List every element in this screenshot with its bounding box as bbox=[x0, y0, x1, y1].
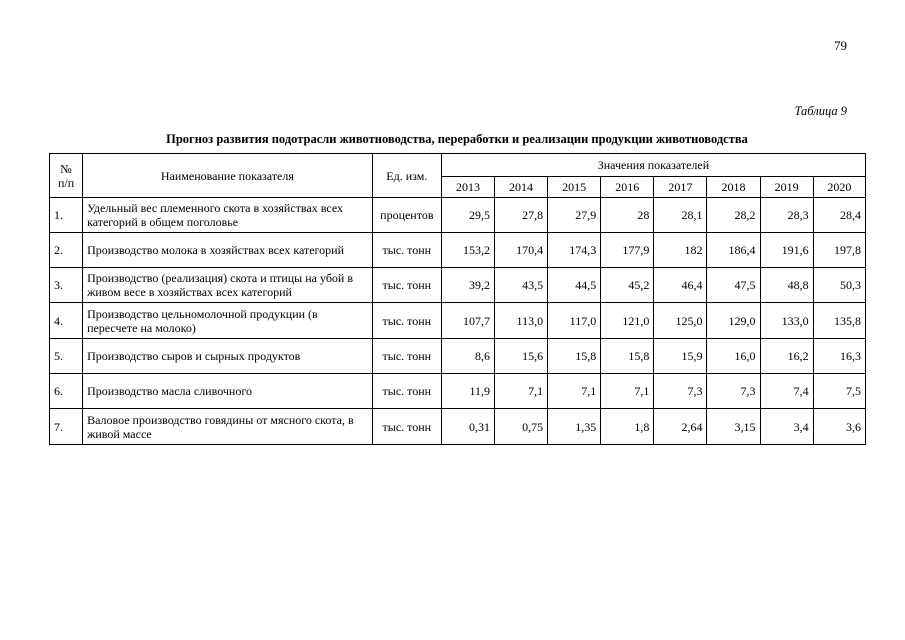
indicator-name: Удельный вес племенного скота в хозяйствах всех категорий в общем поголовье bbox=[83, 198, 373, 233]
value-cell: 1,35 bbox=[548, 409, 601, 445]
value-cell: 15,9 bbox=[654, 339, 707, 374]
header-year: 2018 bbox=[707, 177, 760, 198]
value-cell: 7,1 bbox=[495, 374, 548, 409]
table-row bbox=[50, 268, 866, 303]
value-cell: 133,0 bbox=[760, 303, 813, 339]
value-cell: 7,3 bbox=[707, 374, 760, 409]
value-cell: 11,9 bbox=[441, 374, 494, 409]
value-cell: 8,6 bbox=[441, 339, 494, 374]
value-cell: 117,0 bbox=[548, 303, 601, 339]
unit-cell: процентов bbox=[372, 198, 441, 233]
indicator-name: Производство сыров и сырных продуктов bbox=[83, 339, 373, 374]
value-cell: 170,4 bbox=[495, 233, 548, 268]
value-cell: 7,1 bbox=[601, 374, 654, 409]
value-cell: 43,5 bbox=[495, 268, 548, 303]
table-row bbox=[50, 233, 866, 268]
header-name: Наименование показателя bbox=[83, 154, 373, 198]
value-cell: 50,3 bbox=[813, 268, 865, 303]
unit-cell: тыс. тонн bbox=[372, 233, 441, 268]
value-cell: 48,8 bbox=[760, 268, 813, 303]
value-cell: 27,8 bbox=[495, 198, 548, 233]
value-cell: 15,8 bbox=[601, 339, 654, 374]
value-cell: 0,31 bbox=[441, 409, 494, 445]
value-cell: 182 bbox=[654, 233, 707, 268]
header-number: № п/п bbox=[50, 154, 83, 198]
value-cell: 28,4 bbox=[813, 198, 865, 233]
value-cell: 174,3 bbox=[548, 233, 601, 268]
unit-cell: тыс. тонн bbox=[372, 409, 441, 445]
table-row bbox=[50, 374, 866, 409]
value-cell: 3,4 bbox=[760, 409, 813, 445]
value-cell: 2,64 bbox=[654, 409, 707, 445]
value-cell: 3,6 bbox=[813, 409, 865, 445]
value-cell: 28,3 bbox=[760, 198, 813, 233]
value-cell: 16,0 bbox=[707, 339, 760, 374]
unit-cell: тыс. тонн bbox=[372, 374, 441, 409]
value-cell: 46,4 bbox=[654, 268, 707, 303]
value-cell: 15,8 bbox=[548, 339, 601, 374]
value-cell: 29,5 bbox=[441, 198, 494, 233]
value-cell: 197,8 bbox=[813, 233, 865, 268]
value-cell: 44,5 bbox=[548, 268, 601, 303]
value-cell: 153,2 bbox=[441, 233, 494, 268]
header-year: 2013 bbox=[441, 177, 494, 198]
value-cell: 28,2 bbox=[707, 198, 760, 233]
header-values-group: Значения показателей bbox=[441, 154, 865, 177]
forecast-table bbox=[49, 153, 866, 445]
indicator-name: Производство цельномолочной продукции (в пересчете на молоко) bbox=[83, 303, 373, 339]
header-year: 2017 bbox=[654, 177, 707, 198]
value-cell: 125,0 bbox=[654, 303, 707, 339]
value-cell: 28 bbox=[601, 198, 654, 233]
value-cell: 45,2 bbox=[601, 268, 654, 303]
value-cell: 121,0 bbox=[601, 303, 654, 339]
table-row bbox=[50, 303, 866, 339]
header-year: 2016 bbox=[601, 177, 654, 198]
indicator-name: Валовое производство говядины от мясного скота, в живой массе bbox=[83, 409, 373, 445]
value-cell: 107,7 bbox=[441, 303, 494, 339]
row-number: 6. bbox=[50, 374, 83, 409]
row-number: 5. bbox=[50, 339, 83, 374]
row-number: 3. bbox=[50, 268, 83, 303]
value-cell: 15,6 bbox=[495, 339, 548, 374]
header-year: 2020 bbox=[813, 177, 865, 198]
header-year: 2015 bbox=[548, 177, 601, 198]
value-cell: 7,1 bbox=[548, 374, 601, 409]
value-cell: 39,2 bbox=[441, 268, 494, 303]
value-cell: 135,8 bbox=[813, 303, 865, 339]
row-number: 7. bbox=[50, 409, 83, 445]
value-cell: 0,75 bbox=[495, 409, 548, 445]
row-number: 2. bbox=[50, 233, 83, 268]
value-cell: 113,0 bbox=[495, 303, 548, 339]
header-year: 2019 bbox=[760, 177, 813, 198]
row-number: 4. bbox=[50, 303, 83, 339]
value-cell: 129,0 bbox=[707, 303, 760, 339]
table-caption: Таблица 9 bbox=[794, 104, 847, 118]
value-cell: 16,3 bbox=[813, 339, 865, 374]
value-cell: 16,2 bbox=[760, 339, 813, 374]
header-unit: Ед. изм. bbox=[372, 154, 441, 198]
value-cell: 7,3 bbox=[654, 374, 707, 409]
value-cell: 177,9 bbox=[601, 233, 654, 268]
table-row bbox=[50, 198, 866, 233]
value-cell: 186,4 bbox=[707, 233, 760, 268]
indicator-name: Производство масла сливочного bbox=[83, 374, 373, 409]
unit-cell: тыс. тонн bbox=[372, 268, 441, 303]
indicator-name: Производство молока в хозяйствах всех категорий bbox=[83, 233, 373, 268]
value-cell: 191,6 bbox=[760, 233, 813, 268]
table-title: Прогноз развития подотрасли животноводства, переработки и реализации продукции животноводства bbox=[166, 132, 748, 146]
value-cell: 7,5 bbox=[813, 374, 865, 409]
table-row bbox=[50, 339, 866, 374]
unit-cell: тыс. тонн bbox=[372, 339, 441, 374]
page-number: 79 bbox=[834, 38, 847, 53]
value-cell: 1,8 bbox=[601, 409, 654, 445]
value-cell: 7,4 bbox=[760, 374, 813, 409]
unit-cell: тыс. тонн bbox=[372, 303, 441, 339]
value-cell: 27,9 bbox=[548, 198, 601, 233]
value-cell: 28,1 bbox=[654, 198, 707, 233]
table-row bbox=[50, 409, 866, 445]
value-cell: 3,15 bbox=[707, 409, 760, 445]
header-year: 2014 bbox=[495, 177, 548, 198]
value-cell: 47,5 bbox=[707, 268, 760, 303]
row-number: 1. bbox=[50, 198, 83, 233]
indicator-name: Производство (реализация) скота и птицы на убой в живом весе в хозяйствах всех категорий bbox=[83, 268, 373, 303]
